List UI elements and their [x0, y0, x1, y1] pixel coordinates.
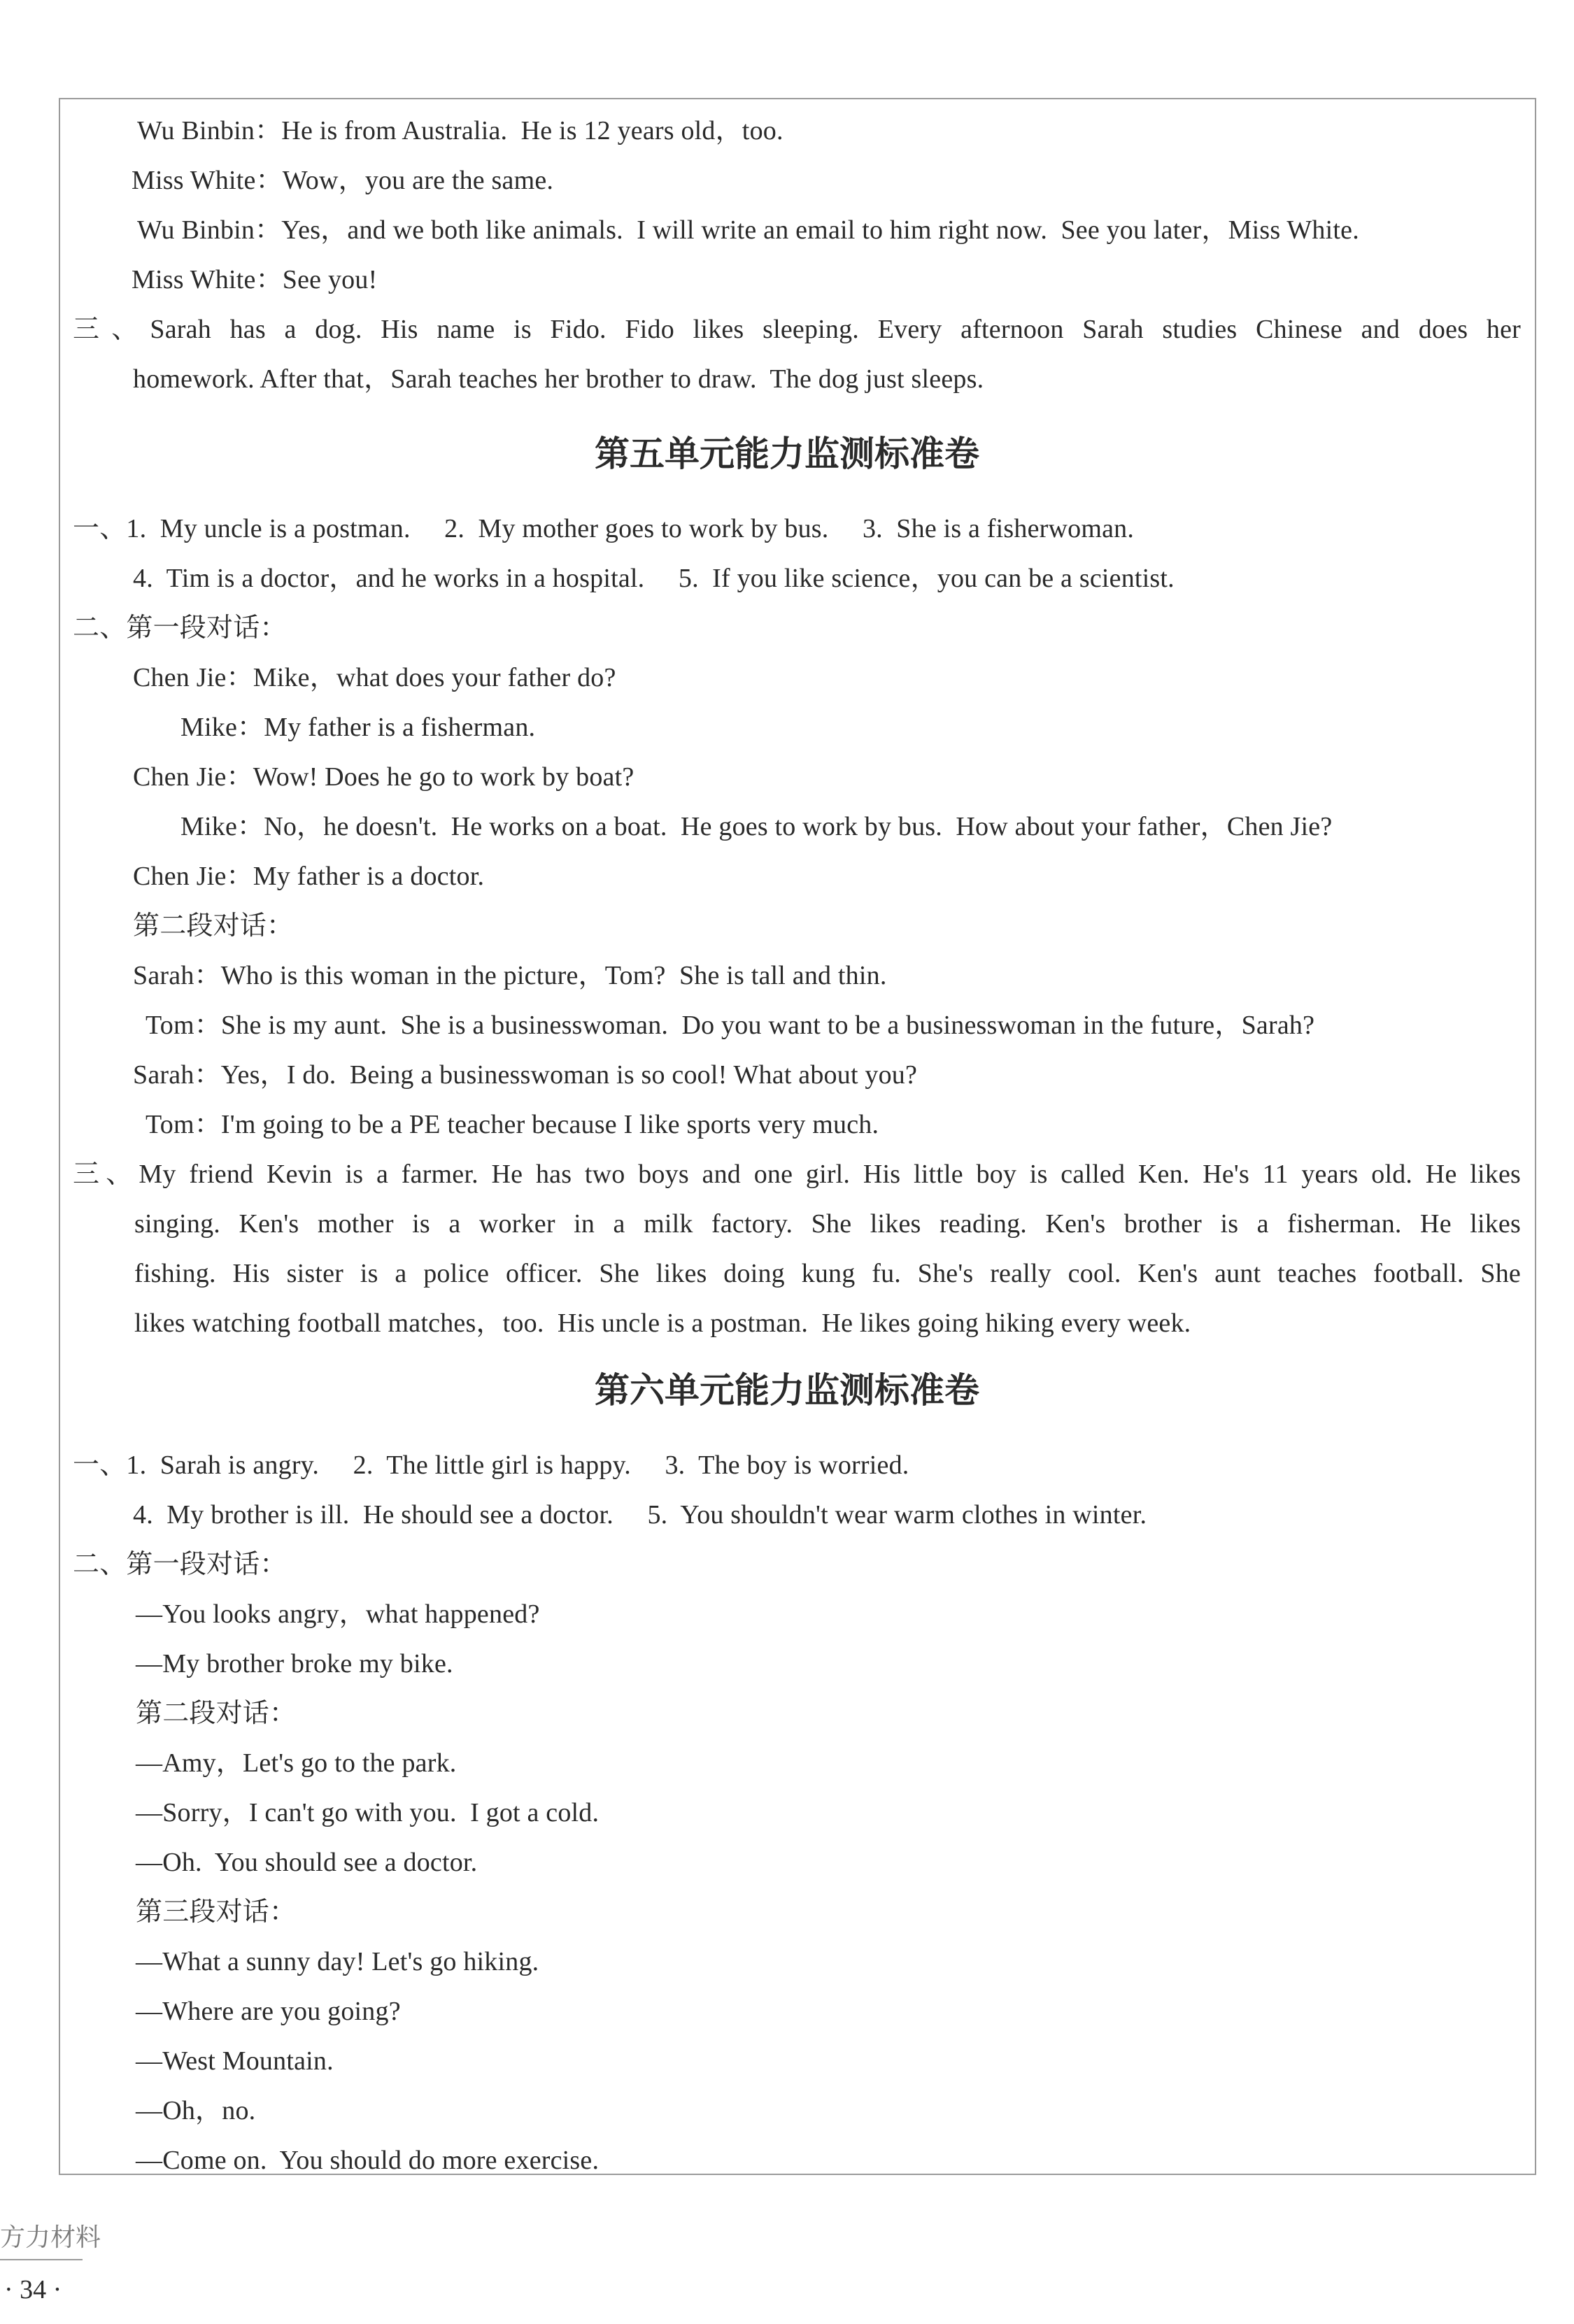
- dialogue-line: —You looks angry，what happened?: [136, 1599, 540, 1629]
- dialogue-line: —Amy，Let's go to the park.: [136, 1748, 457, 1778]
- dialogue-line: Sarah：Who is this woman in the picture，Tom? She is tall and thin.: [133, 961, 887, 990]
- dialogue-line: Wu Binbin：Yes，and we both like animals. I will write an email to him right now. See you later，Miss White.: [137, 215, 1359, 245]
- dialogue-line: —West Mountain.: [136, 2046, 334, 2076]
- dialogue-line: Miss White：See you!: [132, 265, 378, 294]
- part1-line: 一、1. My uncle is a postman. 2. My mother goes to work by bus. 3. She is a fisherwoman.: [73, 514, 1135, 543]
- part1-line: 4. My brother is ill. He should see a doctor. 5. You shouldn't wear warm clothes in winter.: [133, 1500, 1147, 1530]
- footer-divider: [0, 2259, 83, 2260]
- passage-line: fishing. His sister is a police officer. She likes doing kung fu. She's really cool. Ken's aunt teaches football. She: [134, 1259, 1521, 1288]
- part2-heading: 二、第一段对话：: [73, 613, 287, 643]
- dialogue-heading: 第二段对话：: [136, 1699, 297, 1728]
- dialogue-heading: 第二段对话：: [133, 911, 294, 941]
- dialogue-line: Tom：I'm going to be a PE teacher because I like sports very much.: [146, 1110, 879, 1139]
- dialogue-line: Wu Binbin：He is from Australia. He is 12 years old，too.: [137, 116, 784, 145]
- dialogue-line: —Where are you going?: [136, 1997, 401, 2026]
- dialogue-heading: 第三段对话：: [136, 1897, 297, 1927]
- passage-line: 三、My friend Kevin is a farmer. He has two boys and one girl. His little boy is called Ken. He's 11 years old. He likes: [73, 1160, 1521, 1189]
- dialogue-line: —Oh，no.: [136, 2096, 256, 2125]
- passage-line: likes watching football matches，too. His uncle is a postman. He likes going hiking every week.: [134, 1309, 1191, 1338]
- dialogue-line: Mike：My father is a fisherman.: [180, 713, 536, 742]
- unit6-title: 第六单元能力监测标准卷: [595, 1370, 979, 1411]
- passage-line: 三、Sarah has a dog. His name is Fido. Fido likes sleeping. Every afternoon Sarah studies Chinese and does her: [73, 315, 1521, 344]
- dialogue-line: Chen Jie：Wow! Does he go to work by boat?: [133, 762, 634, 792]
- dialogue-line: —Sorry，I can't go with you. I got a cold.: [136, 1798, 600, 1827]
- dialogue-line: Tom：She is my aunt. She is a businesswoman. Do you want to be a businesswoman in the future，Sarah?: [146, 1011, 1315, 1040]
- dialogue-line: Sarah：Yes，I do. Being a businesswoman is so cool! What about you?: [133, 1060, 918, 1090]
- dialogue-line: —My brother broke my bike.: [136, 1649, 453, 1678]
- dialogue-line: —What a sunny day! Let's go hiking.: [136, 1947, 539, 1976]
- dialogue-line: —Oh. You should see a doctor.: [136, 1848, 478, 1877]
- dialogue-line: Chen Jie：Mike，what does your father do?: [133, 663, 616, 692]
- unit5-title: 第五单元能力监测标准卷: [595, 434, 979, 474]
- passage-line: singing. Ken's mother is a worker in a milk factory. She likes reading. Ken's brother is a fisherman. He likes: [134, 1209, 1521, 1239]
- footer-label: 方力材料: [0, 2223, 101, 2252]
- dialogue-line: Chen Jie：My father is a doctor.: [133, 862, 485, 891]
- part1-line: 一、1. Sarah is angry. 2. The little girl is happy. 3. The boy is worried.: [73, 1450, 909, 1480]
- passage-line: homework. After that，Sarah teaches her brother to draw. The dog just sleeps.: [133, 364, 984, 394]
- dialogue-line: —Come on. You should do more exercise.: [136, 2146, 600, 2175]
- dialogue-line: Miss White：Wow，you are the same.: [132, 166, 554, 195]
- dialogue-line: Mike：No，he doesn't. He works on a boat. He goes to work by bus. How about your father，Chen Jie?: [180, 812, 1333, 841]
- page-number: · 34 ·: [4, 2275, 62, 2304]
- part1-line: 4. Tim is a doctor，and he works in a hospital. 5. If you like science，you can be a scientist.: [133, 564, 1175, 593]
- part2-heading: 二、第一段对话：: [73, 1550, 287, 1579]
